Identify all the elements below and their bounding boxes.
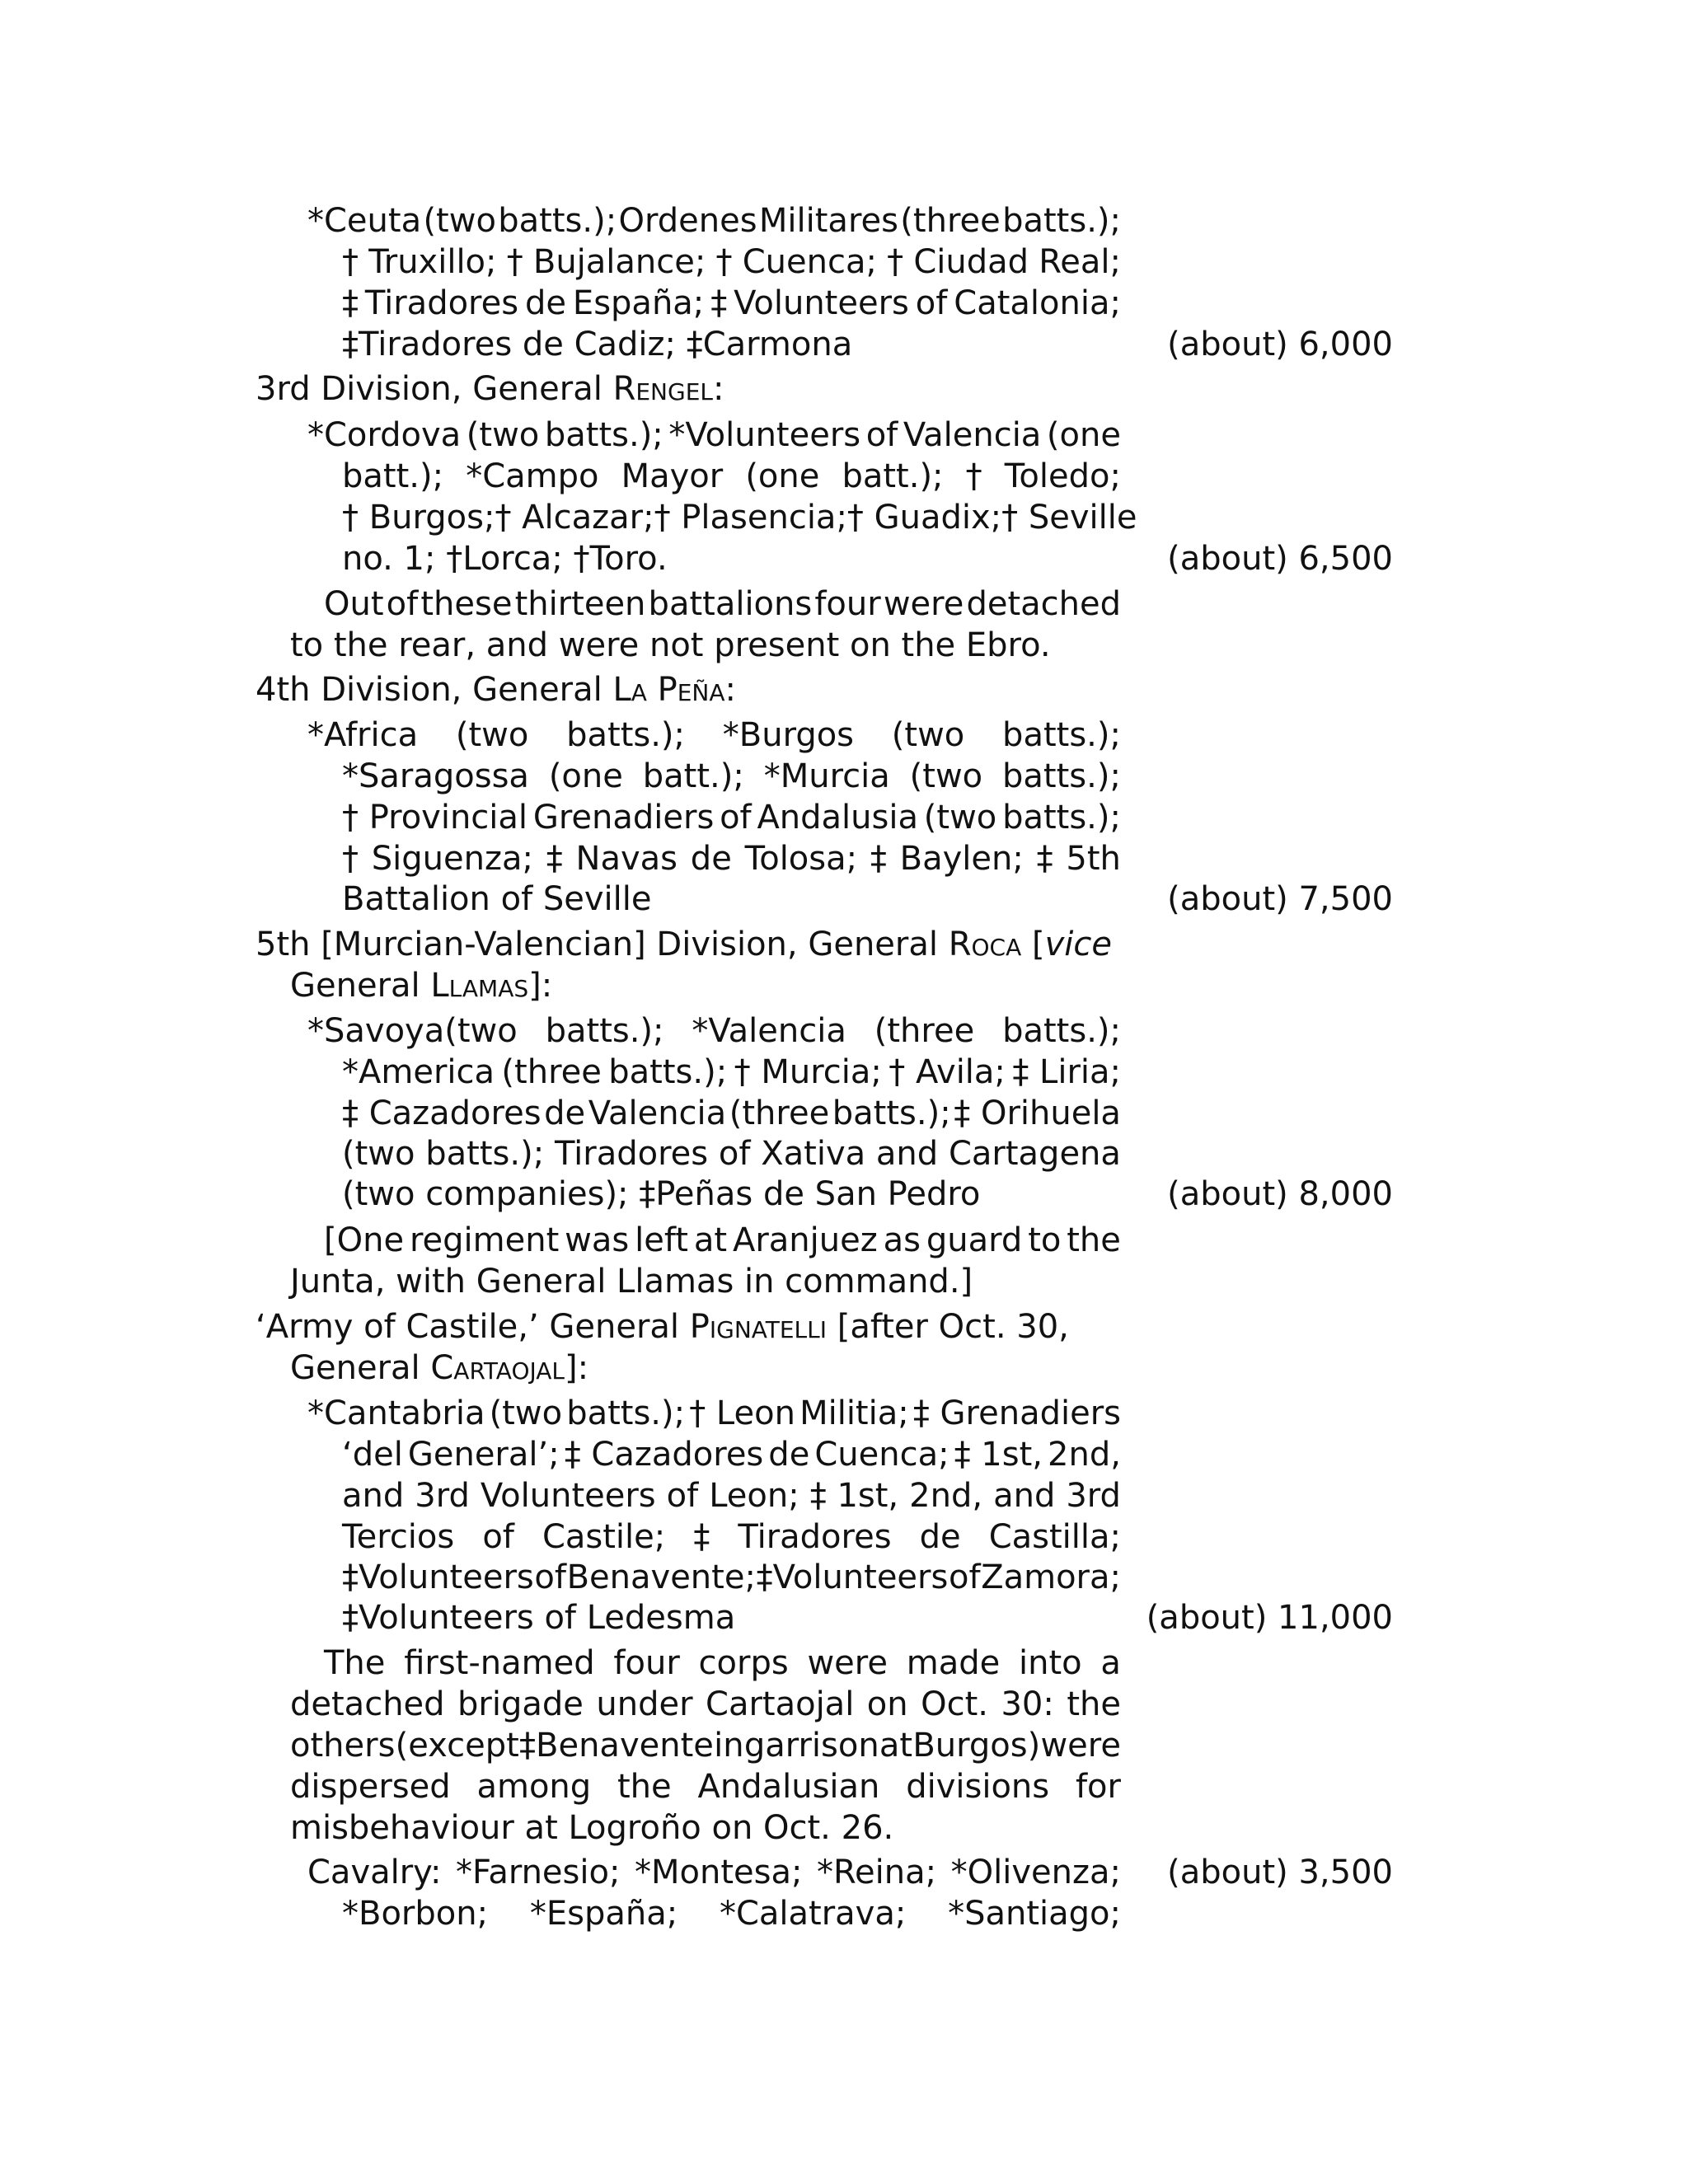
- word: were: [1040, 1727, 1121, 1765]
- text-line: [342, 1133, 1121, 1174]
- word: 5th: [1066, 840, 1121, 878]
- word: † Burgos;: [342, 499, 495, 537]
- word: ‡ Cazadores: [564, 1436, 764, 1474]
- word: *Ceuta: [307, 202, 422, 240]
- word: Tiradores: [738, 1518, 892, 1556]
- word: † Provincial: [342, 799, 528, 837]
- word: Tolosa;: [744, 840, 858, 878]
- word: *Savoya(two: [307, 1012, 518, 1050]
- general-name: Pignatelli: [689, 1308, 828, 1346]
- word: batts.);: [1002, 716, 1121, 754]
- text-line: [342, 283, 1121, 324]
- word: Castilla;: [988, 1518, 1121, 1556]
- word: *Montesa;: [635, 1854, 803, 1891]
- word: detached: [966, 585, 1121, 623]
- word: Zamora;: [981, 1558, 1121, 1596]
- word: *Campo: [466, 457, 599, 495]
- word: for: [1075, 1768, 1121, 1806]
- text-line: [342, 1893, 1121, 1934]
- text-run: misbehaviour at Logroño on Oct. 26.: [290, 1809, 894, 1847]
- word: Tercios: [342, 1518, 455, 1556]
- word: these: [420, 585, 513, 623]
- word: batts.);: [1002, 757, 1121, 795]
- word: ‡: [546, 840, 563, 878]
- word: (two: [423, 202, 496, 240]
- word: Cuenca;: [742, 243, 877, 281]
- word: (two: [455, 716, 529, 754]
- word: Grenadiers: [532, 799, 715, 837]
- word: Burgos): [912, 1727, 1041, 1765]
- word: Militia;: [799, 1394, 909, 1432]
- word: corps: [698, 1644, 789, 1682]
- text-run: no. 1; †Lorca; †Toro.: [342, 540, 668, 578]
- word: a: [1100, 1644, 1121, 1682]
- word: General’;: [407, 1436, 560, 1474]
- word: de: [919, 1518, 961, 1556]
- word: dispersed: [290, 1768, 451, 1806]
- strength-amount-4: (about) 8,000: [1167, 1175, 1393, 1213]
- word: Andalusian: [697, 1768, 880, 1806]
- text-run: to the rear, and were not present on the Ebro.: [290, 626, 1051, 664]
- word: at: [879, 1727, 913, 1765]
- word: thirteen: [514, 585, 646, 623]
- word: ‡Volunteers: [756, 1558, 949, 1596]
- word: battalions: [648, 585, 813, 623]
- word: (two: [909, 757, 983, 795]
- text-run: General: [290, 1349, 431, 1387]
- text-line: [290, 1684, 1121, 1725]
- word: Ciudad: [913, 243, 1029, 281]
- word: ‡ 1st,: [809, 1477, 899, 1515]
- text-line: [290, 1261, 973, 1302]
- text-line: [342, 324, 852, 365]
- text-run: ‡Tiradores de Cadiz; ‡Carmona: [342, 326, 853, 363]
- word: four: [613, 1644, 680, 1682]
- word: *Cordova: [307, 416, 462, 454]
- word: de: [768, 1436, 810, 1474]
- word: [One: [324, 1221, 405, 1259]
- word: Catalonia;: [954, 284, 1121, 322]
- word: (two: [342, 1135, 415, 1173]
- word: (two: [923, 799, 997, 837]
- word: Valencia: [903, 416, 1042, 454]
- italic-word: vice: [1044, 926, 1112, 963]
- word: ‘del: [342, 1436, 403, 1474]
- text-line: [256, 1306, 1069, 1347]
- word: †: [887, 243, 904, 281]
- word: Baylen;: [899, 840, 1024, 878]
- word: ‡: [870, 840, 887, 878]
- text-run: :: [724, 671, 737, 709]
- word: *Santiago;: [948, 1895, 1121, 1933]
- word: the: [617, 1768, 672, 1806]
- text-line: [307, 415, 1121, 456]
- word: Andalusia: [757, 799, 918, 837]
- word: (two: [489, 1394, 563, 1432]
- word: (one: [548, 757, 623, 795]
- word: and: [875, 1135, 939, 1173]
- word: into: [1019, 1644, 1082, 1682]
- word: Real;: [1039, 243, 1121, 281]
- word: Tiradores: [364, 284, 519, 322]
- word: were: [883, 585, 964, 623]
- word: of: [915, 284, 948, 322]
- word: made: [906, 1644, 1001, 1682]
- text-run: General: [290, 967, 431, 1005]
- text-run: Battalion of Seville: [342, 880, 652, 918]
- word: (three: [900, 202, 1001, 240]
- general-name: Cartaojal: [430, 1349, 565, 1387]
- word: †: [342, 243, 359, 281]
- word: † Avila;: [889, 1053, 1006, 1091]
- word: Cartaojal: [706, 1685, 855, 1723]
- word: Volunteers: [734, 284, 909, 322]
- text-line: [342, 538, 668, 579]
- word: (one: [1046, 416, 1121, 454]
- text-line: [342, 456, 1121, 497]
- word: *Saragossa: [342, 757, 529, 795]
- word: *America: [342, 1053, 495, 1091]
- word: *Volunteers: [668, 416, 861, 454]
- text-line: [342, 838, 1121, 879]
- text-run: ‡Volunteers of Ledesma: [342, 1599, 736, 1637]
- word: Out: [324, 585, 384, 623]
- general-name: La Peña: [612, 671, 725, 709]
- word: †: [965, 457, 982, 495]
- word: guard: [926, 1221, 1023, 1259]
- word: and: [993, 1477, 1056, 1515]
- text-line: [342, 1516, 1121, 1558]
- word: Ordenes: [618, 202, 757, 240]
- word: batts.);: [608, 1053, 728, 1091]
- word: among: [476, 1768, 592, 1806]
- word: of: [534, 1558, 566, 1596]
- word: ‡ Liria;: [1012, 1053, 1121, 1091]
- word: at: [693, 1221, 728, 1259]
- word: 3rd: [1066, 1477, 1121, 1515]
- text-line: [342, 497, 1137, 538]
- word: under: [596, 1685, 693, 1723]
- word: ‡ Orihuela: [954, 1094, 1121, 1132]
- word: †: [715, 243, 733, 281]
- word: the: [1067, 1685, 1121, 1723]
- word: Mayor: [621, 457, 724, 495]
- word: *Cantabria: [307, 1394, 485, 1432]
- text-line: [290, 1807, 893, 1849]
- text-run: (two companies); ‡Peñas de San Pedro: [342, 1175, 981, 1213]
- word: the: [1067, 1221, 1121, 1259]
- word: †: [506, 243, 523, 281]
- word: batts.);: [566, 716, 686, 754]
- text-line: [342, 797, 1121, 838]
- word: † Guadix;: [846, 499, 1002, 537]
- word: batts.);: [544, 416, 663, 454]
- word: *España;: [529, 1895, 678, 1933]
- word: † Leon: [689, 1394, 795, 1432]
- text-line: [256, 924, 1112, 965]
- word: to: [1028, 1221, 1062, 1259]
- text-line: [342, 1434, 1121, 1475]
- word: batts.);: [498, 202, 617, 240]
- word: of: [386, 585, 419, 623]
- text-line: [342, 1174, 980, 1215]
- word: Tiradores: [554, 1135, 709, 1173]
- word: batts.);: [566, 1394, 686, 1432]
- word: brigade: [457, 1685, 584, 1723]
- word: ‡: [342, 284, 359, 322]
- text-line: [307, 1393, 1121, 1434]
- text-line: [342, 1475, 1121, 1516]
- word: Cartagena: [948, 1135, 1121, 1173]
- word: † Alcazar;: [495, 499, 654, 537]
- word: of: [666, 1477, 699, 1515]
- strength-amount-1: (about) 6,000: [1167, 326, 1393, 363]
- word: in: [714, 1727, 744, 1765]
- word: ‡Volunteers: [342, 1558, 534, 1596]
- word: (two: [466, 416, 540, 454]
- word: †: [342, 840, 359, 878]
- word: on: [866, 1685, 908, 1723]
- text-line: [324, 1220, 1121, 1261]
- word: left: [635, 1221, 688, 1259]
- word: de: [525, 284, 566, 322]
- word: *Borbon;: [342, 1895, 489, 1933]
- word: The: [324, 1644, 386, 1682]
- text-line: [342, 241, 1121, 283]
- word: Siguenza;: [371, 840, 533, 878]
- text-run: [after Oct. 30,: [827, 1308, 1069, 1346]
- word: *Murcia: [763, 757, 890, 795]
- word: others: [290, 1727, 396, 1765]
- word: regiment: [409, 1221, 560, 1259]
- word: batts.);: [1002, 202, 1121, 240]
- text-line: [307, 200, 1121, 241]
- word: ‡ 1st,: [954, 1436, 1043, 1474]
- word: Toledo;: [1004, 457, 1121, 495]
- word: ‡: [710, 284, 728, 322]
- text-run: :: [712, 370, 724, 408]
- word: Benavente;: [566, 1558, 756, 1596]
- text-line: [342, 1052, 1121, 1093]
- text-line: [342, 756, 1121, 797]
- strength-amount-2: (about) 6,500: [1167, 540, 1393, 578]
- text-line: [307, 1010, 1121, 1052]
- text-line: [342, 879, 652, 920]
- word: batts.);: [425, 1135, 545, 1173]
- word: 2nd,: [1048, 1436, 1121, 1474]
- word: (three: [874, 1012, 975, 1050]
- text-run: ]:: [565, 1349, 589, 1387]
- text-run: 4th Division, General: [256, 671, 613, 709]
- word: batts.);: [1002, 799, 1121, 837]
- word: *Calatrava;: [719, 1895, 907, 1933]
- word: † Murcia;: [734, 1053, 882, 1091]
- word: ‡ Grenadiers: [912, 1394, 1121, 1432]
- word: Militares: [758, 202, 898, 240]
- general-name: Llamas: [430, 967, 529, 1005]
- text-run: 5th [Murcian-Valencian] Division, General: [256, 926, 949, 963]
- word: batts.);: [832, 1094, 951, 1132]
- word: batts.);: [1002, 1012, 1121, 1050]
- text-line: [256, 368, 724, 410]
- word: were: [807, 1644, 888, 1682]
- strength-amount-5: (about) 11,000: [1146, 1599, 1393, 1637]
- text-line: [324, 1643, 1121, 1684]
- word: *Olivenza;: [950, 1854, 1121, 1891]
- general-name: Rengel: [612, 370, 713, 408]
- word: garrison: [743, 1727, 879, 1765]
- text-line: [324, 583, 1121, 625]
- text-line: [342, 1557, 1121, 1598]
- word: (three: [729, 1094, 830, 1132]
- word: 30:: [1001, 1685, 1054, 1723]
- text-line: [290, 1766, 1121, 1807]
- word: was: [565, 1221, 630, 1259]
- text-run: Junta, with General Llamas in command.]: [290, 1263, 973, 1301]
- word: Xativa: [761, 1135, 866, 1173]
- word: *Reina;: [817, 1854, 937, 1891]
- word: de: [690, 840, 732, 878]
- word: (two: [891, 716, 965, 754]
- general-name: Roca: [948, 926, 1022, 963]
- word: ‡: [1036, 840, 1053, 878]
- word: batt.);: [642, 757, 744, 795]
- word: batt.);: [842, 457, 944, 495]
- text-line: [342, 1597, 735, 1638]
- word: † Plasencia;: [654, 499, 847, 537]
- text-run: 3rd Division, General: [256, 370, 613, 408]
- word: Oct.: [921, 1685, 988, 1723]
- word: Cavalry:: [307, 1854, 442, 1891]
- word: of: [720, 799, 752, 837]
- word: Navas: [575, 840, 678, 878]
- word: de: [544, 1094, 586, 1132]
- word: † Seville: [1001, 499, 1137, 537]
- word: España;: [572, 284, 705, 322]
- word: *Farnesio;: [455, 1854, 621, 1891]
- word: four: [814, 585, 881, 623]
- word: Truxillo;: [368, 243, 497, 281]
- text-run: ‘Army of Castile,’ General: [256, 1308, 690, 1346]
- text-line: [290, 1725, 1121, 1766]
- word: batts.);: [545, 1012, 664, 1050]
- word: divisions: [906, 1768, 1050, 1806]
- word: first-named: [404, 1644, 595, 1682]
- word: Aranjuez: [732, 1221, 878, 1259]
- word: ‡ Cazadores: [342, 1094, 542, 1132]
- word: and: [342, 1477, 405, 1515]
- word: as: [883, 1221, 921, 1259]
- text-run: [: [1021, 926, 1045, 963]
- word: 2nd,: [909, 1477, 983, 1515]
- word: Volunteers: [480, 1477, 656, 1515]
- word: Cuenca;: [814, 1436, 950, 1474]
- word: 3rd: [415, 1477, 470, 1515]
- word: *Africa: [307, 716, 419, 754]
- word: Valencia: [588, 1094, 727, 1132]
- word: of: [948, 1558, 981, 1596]
- word: *Valencia: [692, 1012, 846, 1050]
- word: batt.);: [342, 457, 444, 495]
- word: of: [482, 1518, 514, 1556]
- word: of: [865, 416, 898, 454]
- strength-amount-6: (about) 3,500: [1167, 1854, 1393, 1891]
- word: (except: [395, 1727, 519, 1765]
- word: detached: [290, 1685, 445, 1723]
- text-line: [307, 1852, 1121, 1893]
- word: ‡Benavente: [519, 1727, 714, 1765]
- word: *Burgos: [722, 716, 855, 754]
- text-run: ]:: [528, 967, 553, 1005]
- word: (three: [501, 1053, 602, 1091]
- text-line: [342, 1093, 1121, 1134]
- word: Castile;: [542, 1518, 666, 1556]
- text-line: [256, 669, 736, 710]
- word: (one: [745, 457, 820, 495]
- text-line: [290, 965, 552, 1006]
- word: Bujalance;: [532, 243, 706, 281]
- word: Leon;: [709, 1477, 799, 1515]
- text-line: [290, 1347, 588, 1389]
- word: ‡: [693, 1518, 710, 1556]
- strength-amount-3: (about) 7,500: [1167, 880, 1393, 918]
- text-line: [290, 625, 1051, 666]
- text-line: [307, 715, 1121, 756]
- word: of: [718, 1135, 751, 1173]
